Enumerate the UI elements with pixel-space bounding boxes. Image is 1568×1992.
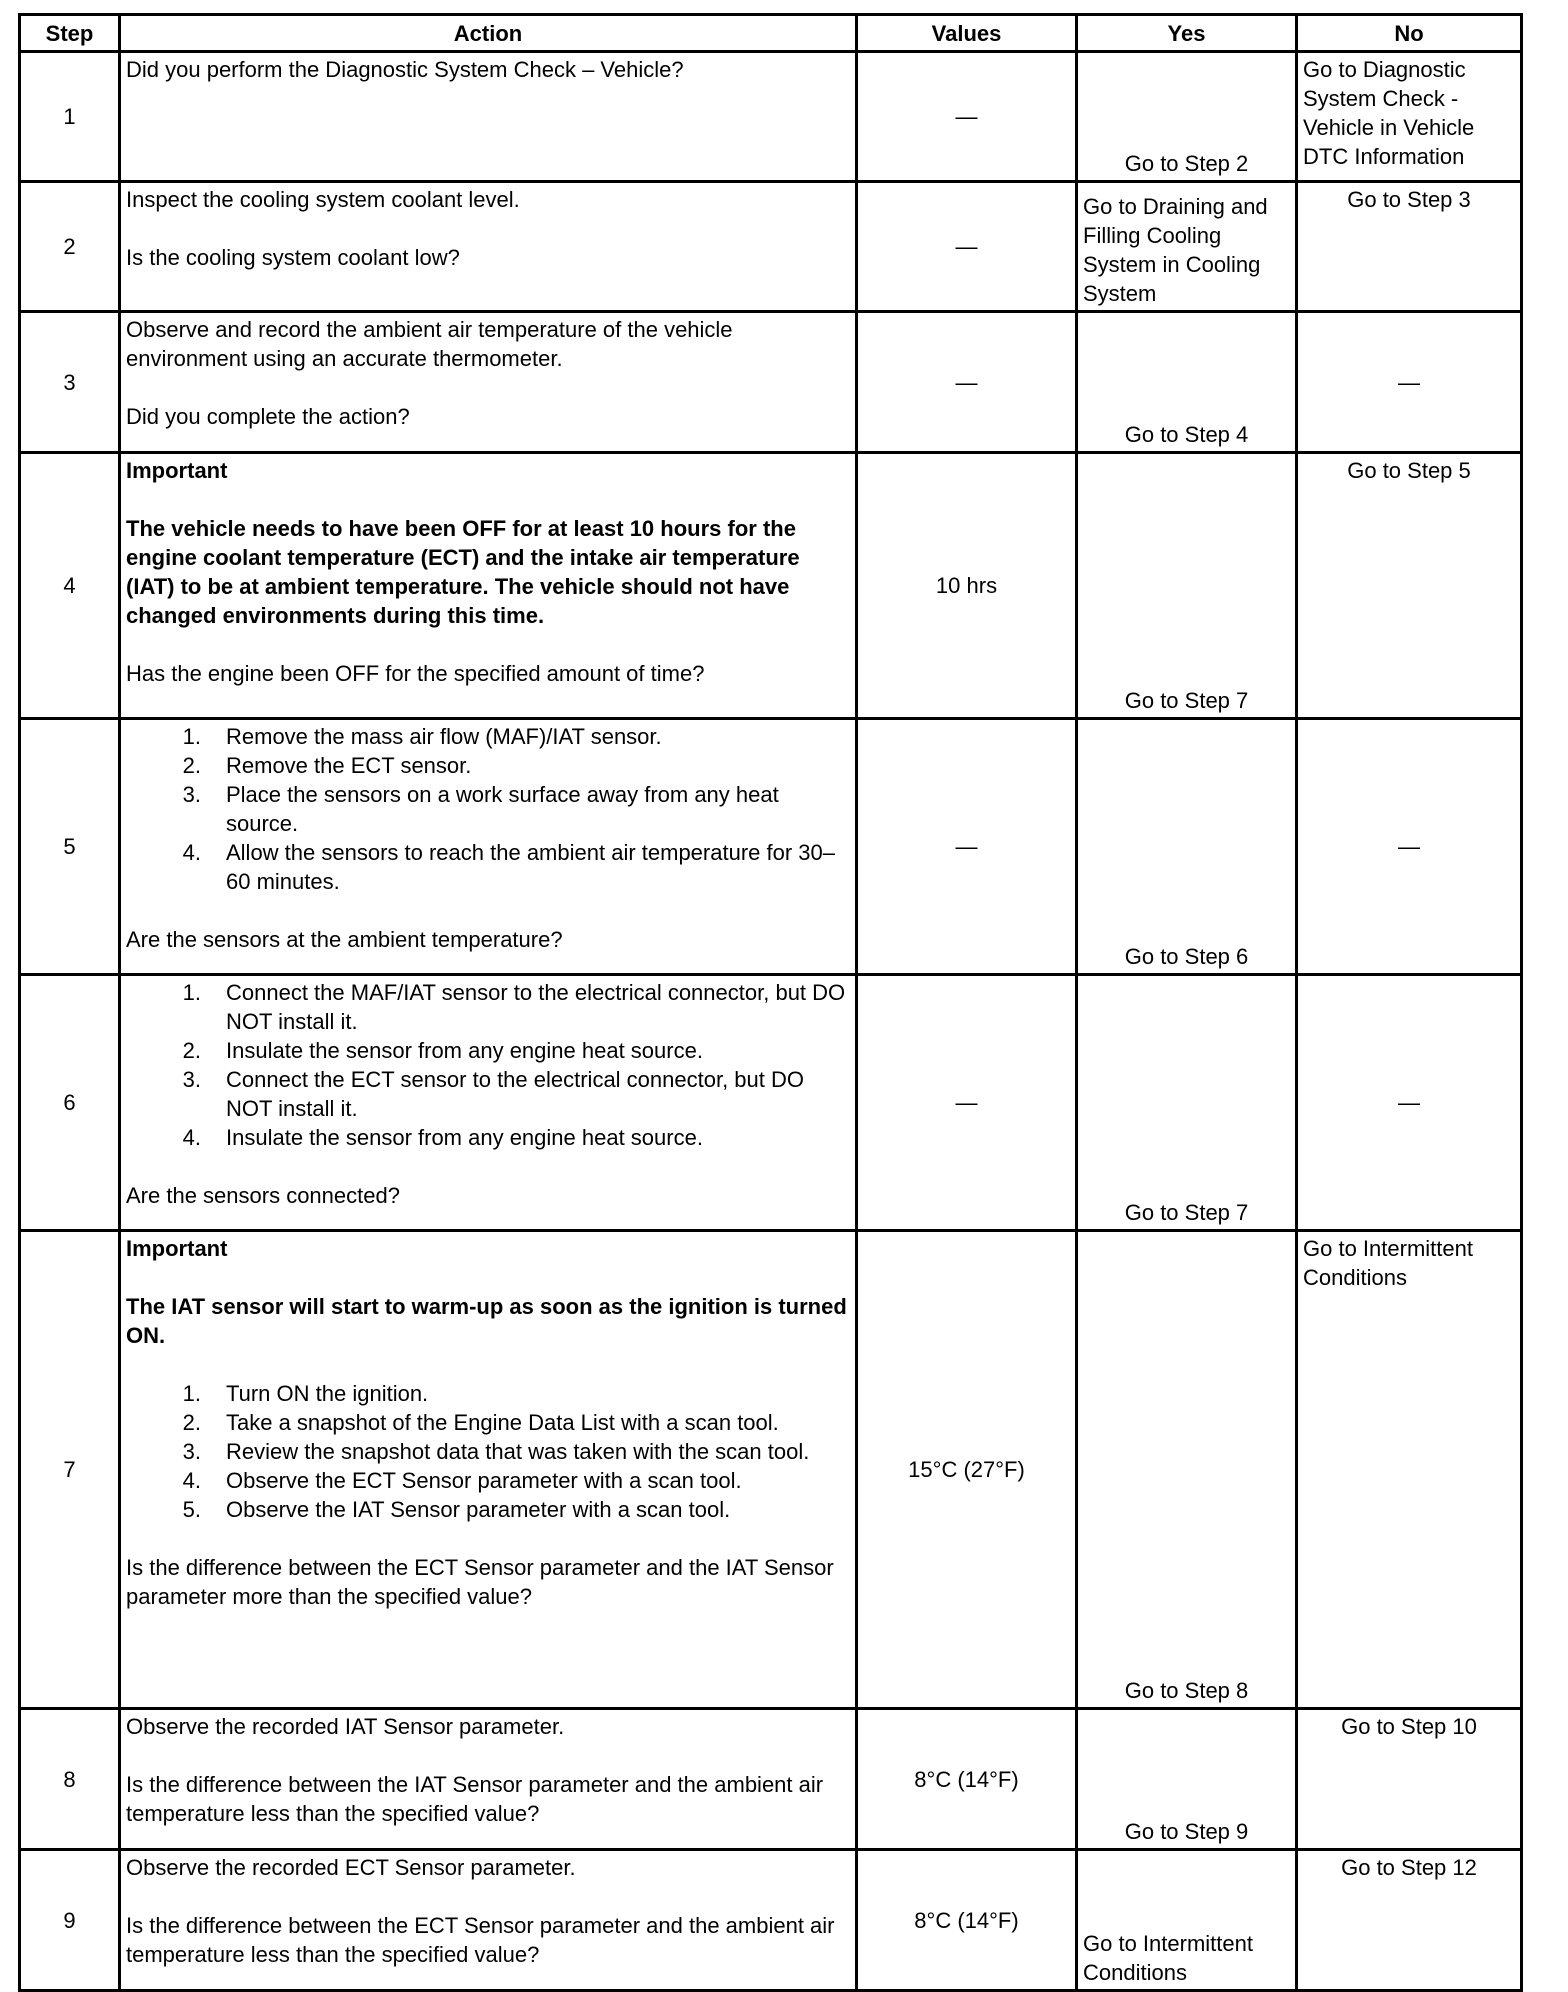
no-outcome: Go to Step 5: [1347, 458, 1471, 483]
important-title: Important: [126, 1236, 228, 1261]
yes-cell: [1077, 453, 1297, 719]
action-cell: [120, 52, 857, 182]
list-item: 4. Insulate the sensor from any engine heat source.: [182, 1125, 703, 1150]
list-item: 3. Review the snapshot data that was taken with the scan tool.: [182, 1439, 810, 1464]
header-step: Step: [20, 15, 120, 52]
no-outcome: Go to Diagnostic System Check - Vehicle in Vehicle DTC Information: [1303, 57, 1475, 169]
yes-outcome: Go to Draining and Filling Cooling System in Cooling System: [1083, 194, 1268, 306]
no-cell: [1297, 453, 1522, 719]
no-outcome: Go to Step 3: [1347, 187, 1471, 212]
action-question: Is the difference between the IAT Sensor parameter and the ambient air temperature less than the specified value?: [126, 1772, 824, 1826]
yes-outcome: Go to Step 8: [1124, 1678, 1249, 1703]
step-number: 7: [20, 1231, 120, 1709]
action-question: Are the sensors at the ambient temperature?: [126, 927, 563, 952]
action-question: Are the sensors connected?: [126, 1183, 400, 1208]
action-text: Observe and record the ambient air temperature of the vehicle environment using an accurate thermometer.: [126, 317, 733, 371]
no-outcome: Go to Step 12: [1341, 1855, 1477, 1880]
list-item: 3. Place the sensors on a work surface away from any heat source.: [182, 782, 779, 836]
diagnostic-table: [18, 13, 1523, 1992]
values-cell: —: [857, 312, 1077, 453]
action-question: Is the difference between the ECT Sensor parameter and the IAT Sensor parameter more than the specified value?: [126, 1555, 834, 1609]
table-row: [20, 453, 1522, 719]
yes-cell: [1077, 975, 1297, 1231]
table-row: [20, 312, 1522, 453]
no-cell: —: [1297, 312, 1522, 453]
table-row: [20, 52, 1522, 182]
yes-outcome: Go to Step 6: [1124, 944, 1249, 969]
list-item: 3. Connect the ECT sensor to the electrical connector, but DO NOT install it.: [182, 1067, 805, 1121]
step-number: 9: [20, 1850, 120, 1991]
list-item: 1. Remove the mass air flow (MAF)/IAT sensor.: [182, 724, 662, 749]
yes-cell: [1077, 719, 1297, 975]
step-number: 2: [20, 182, 120, 312]
action-cell: [120, 312, 857, 453]
yes-outcome: Go to Step 4: [1124, 422, 1249, 447]
no-cell: [1297, 182, 1522, 312]
step-number: 4: [20, 453, 120, 719]
step-number: 3: [20, 312, 120, 453]
step-number: 8: [20, 1709, 120, 1850]
no-outcome: Go to Intermittent Conditions: [1303, 1236, 1473, 1290]
no-outcome: Go to Step 10: [1341, 1714, 1477, 1739]
table-row: [20, 182, 1522, 312]
action-cell: [120, 719, 857, 975]
no-cell: [1297, 52, 1522, 182]
yes-cell: [1077, 182, 1297, 312]
table-row: [20, 1231, 1522, 1709]
action-cell: [120, 1231, 857, 1709]
no-cell: —: [1297, 975, 1522, 1231]
action-text: Inspect the cooling system coolant level.: [126, 187, 520, 212]
action-question: Is the difference between the ECT Sensor parameter and the ambient air temperature less than the specified value?: [126, 1913, 835, 1967]
yes-cell: [1077, 1709, 1297, 1850]
list-item: 5. Observe the IAT Sensor parameter with a scan tool.: [182, 1497, 731, 1522]
yes-cell: [1077, 1850, 1297, 1991]
yes-cell: [1077, 312, 1297, 453]
values-cell: 15°C (27°F): [857, 1231, 1077, 1709]
procedure-list: [126, 1379, 850, 1524]
important-title: Important: [126, 458, 228, 483]
action-question: Did you complete the action?: [126, 404, 410, 429]
header-no: No: [1297, 15, 1522, 52]
list-item: 2. Take a snapshot of the Engine Data List with a scan tool.: [182, 1410, 779, 1435]
yes-outcome: Go to Step 2: [1124, 151, 1249, 176]
table-row: [20, 975, 1522, 1231]
values-cell: 8°C (14°F): [857, 1709, 1077, 1850]
table-row: [20, 1709, 1522, 1850]
action-cell: [120, 975, 857, 1231]
list-item: 2. Insulate the sensor from any engine heat source.: [182, 1038, 703, 1063]
yes-outcome: Go to Step 9: [1124, 1819, 1249, 1844]
header-yes: Yes: [1077, 15, 1297, 52]
yes-outcome: Go to Step 7: [1124, 1200, 1249, 1225]
header-action: Action: [120, 15, 857, 52]
action-text: Observe the recorded IAT Sensor parameter.: [126, 1714, 565, 1739]
values-cell: 8°C (14°F): [857, 1850, 1077, 1991]
step-number: 5: [20, 719, 120, 975]
list-item: 1. Turn ON the ignition.: [182, 1381, 429, 1406]
yes-outcome: Go to Step 7: [1124, 688, 1249, 713]
no-cell: [1297, 1231, 1522, 1709]
action-text: Did you perform the Diagnostic System Check – Vehicle?: [126, 57, 684, 82]
action-question: Is the cooling system coolant low?: [126, 245, 460, 270]
action-cell: [120, 1850, 857, 1991]
list-item: 4. Observe the ECT Sensor parameter with a scan tool.: [182, 1468, 742, 1493]
list-item: 4. Allow the sensors to reach the ambient air temperature for 30–60 minutes.: [182, 840, 835, 894]
procedure-list: [126, 722, 850, 896]
important-text: The vehicle needs to have been OFF for at least 10 hours for the engine coolant temperature (ECT) and the intake air temperature (IAT) to be at ambient temperature. The vehicle should not have changed environments during this time.: [126, 516, 800, 628]
action-cell: [120, 1709, 857, 1850]
no-cell: [1297, 1709, 1522, 1850]
diagnostic-table-page: [18, 13, 1520, 1992]
values-cell: —: [857, 975, 1077, 1231]
yes-outcome: Go to Intermittent Conditions: [1083, 1931, 1253, 1985]
header-values: Values: [857, 15, 1077, 52]
yes-cell: [1077, 1231, 1297, 1709]
important-text: The IAT sensor will start to warm-up as soon as the ignition is turned ON.: [126, 1294, 847, 1348]
action-cell: [120, 453, 857, 719]
list-item: 1. Connect the MAF/IAT sensor to the electrical connector, but DO NOT install it.: [182, 980, 846, 1034]
action-question: Has the engine been OFF for the specified amount of time?: [126, 661, 705, 686]
step-number: 6: [20, 975, 120, 1231]
step-number: 1: [20, 52, 120, 182]
yes-cell: [1077, 52, 1297, 182]
action-text: Observe the recorded ECT Sensor parameter.: [126, 1855, 576, 1880]
action-cell: [120, 182, 857, 312]
header-row: [20, 15, 1522, 52]
values-cell: 10 hrs: [857, 453, 1077, 719]
values-cell: —: [857, 182, 1077, 312]
list-item: 2. Remove the ECT sensor.: [182, 753, 472, 778]
no-cell: —: [1297, 719, 1522, 975]
table-row: [20, 1850, 1522, 1991]
no-cell: [1297, 1850, 1522, 1991]
values-cell: —: [857, 719, 1077, 975]
table-row: [20, 719, 1522, 975]
values-cell: —: [857, 52, 1077, 182]
procedure-list: [126, 978, 850, 1152]
